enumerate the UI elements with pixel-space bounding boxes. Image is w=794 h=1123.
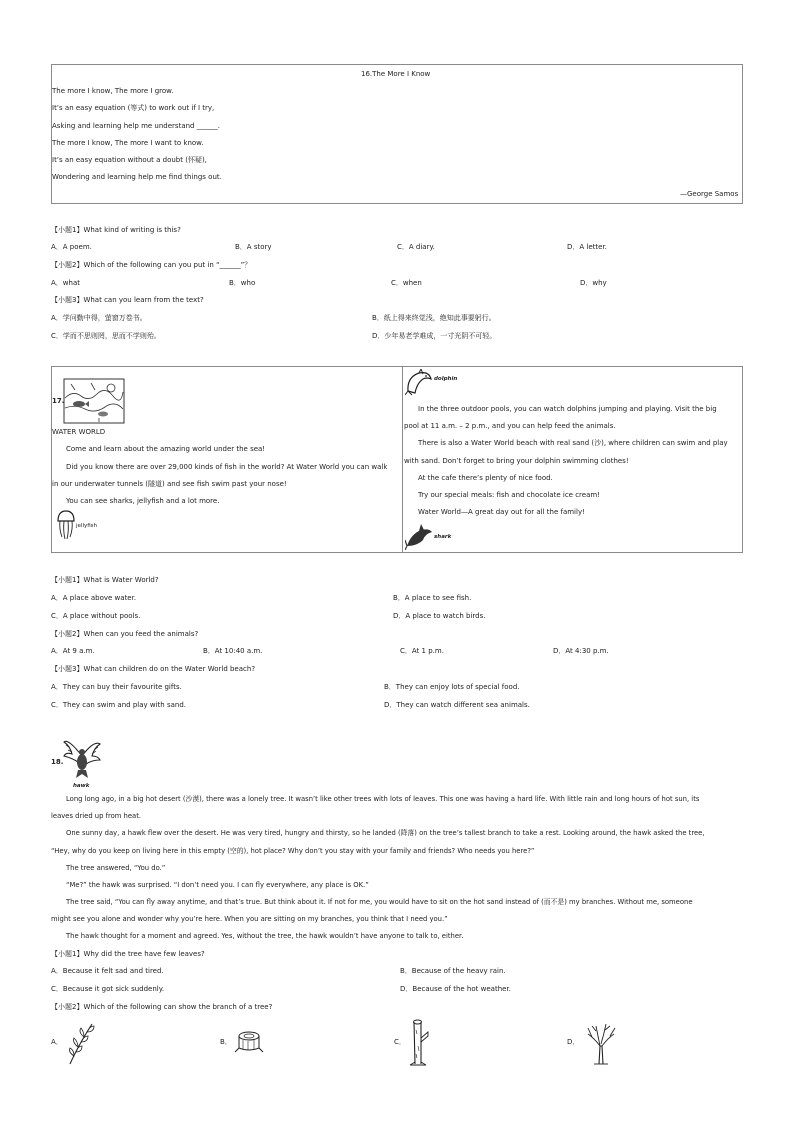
dolphin-caption: dolphin	[434, 376, 458, 382]
passage-line: pool at 11 a.m. – 2 p.m., and you can help feed the animals.	[404, 422, 616, 430]
option-b[interactable]: B．who	[229, 279, 256, 287]
poem-line: Asking and learning help me understand ______.	[52, 122, 220, 130]
poem-line: The more I know, The more I grow.	[52, 87, 174, 95]
hawk-image	[62, 736, 102, 782]
passage-line: might see you alone and wonder why you’re here. When you are sitting on my branches, you think that I need you.”	[51, 915, 448, 923]
passage-line: The hawk thought for a moment and agreed. Yes, without the tree, the hawk wouldn’t have anyone to talk to, either.	[66, 932, 464, 940]
option-c[interactable]: C．At 1 p.m.	[400, 647, 444, 655]
option-d[interactable]: D．At 4:30 p.m.	[553, 647, 609, 655]
passage-line: At the cafe there’s plenty of nice food.	[418, 474, 553, 482]
leafy-branch-image[interactable]	[64, 1020, 98, 1066]
dolphin-image	[405, 369, 433, 397]
option-b[interactable]: B．They can enjoy lots of special food.	[384, 683, 520, 691]
poem-line: It’s an easy equation without a doubt (怀疑),	[52, 156, 207, 164]
option-c[interactable]: C．They can swim and play with sand.	[51, 701, 186, 709]
passage-line: The tree answered, “You do.”	[66, 864, 166, 872]
passage-line: “Hey, why do you keep on living here in this empty (空的), hot place? Why don’t you stay with your family and friends? Who needs you here?”	[51, 847, 535, 855]
option-b[interactable]: B．	[220, 1038, 232, 1046]
tree-stump-image[interactable]	[234, 1030, 264, 1054]
option-a[interactable]: A．They can buy their favourite gifts.	[51, 683, 182, 691]
passage-line: In the three outdoor pools, you can watch dolphins jumping and playing. Visit the big	[418, 405, 717, 413]
poem-line: Wondering and learning help me find things out.	[52, 173, 222, 181]
passage-line: “Me?” the hawk was surprised. “I don’t need you. I can fly everywhere, any place is OK.”	[66, 881, 369, 889]
passage-line: leaves dried up from heat.	[51, 812, 142, 820]
option-c[interactable]: C．学而不思则罔，思而不学则殆。	[51, 332, 161, 340]
passage-18-number: 18.	[51, 758, 64, 766]
poem-line: The more I know, The more I want to know.	[52, 139, 204, 147]
option-b[interactable]: B．At 10:40 a.m.	[203, 647, 263, 655]
option-b[interactable]: B．A story	[235, 243, 272, 251]
option-b[interactable]: B．纸上得来终觉浅，绝知此事要躬行。	[372, 314, 496, 322]
passage-line: Did you know there are over 29,000 kinds of fish in the world? At Water World you can walk	[66, 463, 388, 471]
passage-line: with sand. Don’t forget to bring your dolphin swimming clothes!	[404, 457, 629, 465]
jellyfish-image	[56, 509, 76, 541]
bare-tree-image[interactable]	[584, 1022, 618, 1066]
option-a[interactable]: A．	[51, 1038, 63, 1046]
passage-17-heading: WATER WORLD	[52, 428, 106, 436]
passage-16-box	[51, 64, 743, 204]
option-a[interactable]: A．A poem.	[51, 243, 92, 251]
passage-line: There is also a Water World beach with real sand (沙), where children can swim and play	[418, 439, 728, 447]
option-d[interactable]: D．A letter.	[567, 243, 607, 251]
passage-17-box	[51, 366, 743, 553]
jellyfish-caption: jellyfish	[76, 523, 98, 529]
question-stem: 【小题2】Which of the following can show the branch of a tree?	[51, 1003, 273, 1011]
option-a[interactable]: A．At 9 a.m.	[51, 647, 95, 655]
option-a[interactable]: A．what	[51, 279, 80, 287]
option-a[interactable]: A．A place above water.	[51, 594, 137, 602]
option-c[interactable]: C．	[394, 1038, 406, 1046]
shark-caption: shark	[434, 534, 452, 540]
option-d[interactable]: D．why	[580, 279, 607, 287]
question-stem: 【小题1】What is Water World?	[51, 576, 159, 584]
question-stem: 【小题1】Why did the tree have few leaves?	[51, 950, 205, 958]
option-a[interactable]: A．Because it felt sad and tired.	[51, 967, 164, 975]
option-b[interactable]: B．Because of the heavy rain.	[400, 967, 506, 975]
passage-line: Water World—A great day out for all the family!	[418, 508, 585, 516]
hawk-caption: hawk	[73, 783, 90, 789]
passage-line: Come and learn about the amazing world under the sea!	[66, 445, 266, 453]
option-d[interactable]: D．They can watch different sea animals.	[384, 701, 530, 709]
option-d[interactable]: D．Because of the hot weather.	[400, 985, 511, 993]
option-d[interactable]: D．	[567, 1038, 580, 1046]
question-stem: 【小题3】What can you learn from the text?	[51, 296, 204, 304]
passage-17-number: 17.	[52, 397, 65, 405]
passage-line: One sunny day, a hawk flew over the desert. He was very tired, hungry and thirsty, so he landed (降落) on the tree’s tallest branch to take a rest. Looking around, the hawk asked the tree,	[66, 829, 705, 837]
option-c[interactable]: C．Because it got sick suddenly.	[51, 985, 165, 993]
poem-line: It’s an easy equation (等式) to work out if I try,	[52, 104, 215, 112]
option-c[interactable]: C．when	[391, 279, 422, 287]
option-c[interactable]: C．A diary.	[397, 243, 435, 251]
option-a[interactable]: A．学问勤中得，萤窗万卷书。	[51, 314, 147, 322]
option-d[interactable]: D．少年易老学难成，一寸光阴不可轻。	[372, 332, 497, 340]
column-divider	[402, 366, 403, 553]
water-world-image	[63, 378, 125, 424]
question-stem: 【小题3】What can children do on the Water World beach?	[51, 665, 256, 673]
passage-16-title: 16.The More I Know	[361, 70, 431, 78]
tree-trunk-image[interactable]	[406, 1018, 430, 1068]
passage-line: You can see sharks, jellyfish and a lot more.	[66, 497, 220, 505]
question-stem: 【小题1】What kind of writing is this?	[51, 226, 181, 234]
passage-line: Try our special meals: fish and chocolate ice cream!	[418, 491, 600, 499]
option-d[interactable]: D．A place to watch birds.	[393, 612, 486, 620]
option-b[interactable]: B．A place to see fish.	[393, 594, 472, 602]
option-c[interactable]: C．A place without pools.	[51, 612, 141, 620]
question-stem: 【小题2】Which of the following can you put in “______”？	[51, 261, 252, 269]
passage-line: Long long ago, in a big hot desert (沙漠), there was a lonely tree. It wasn’t like other trees with lots of leaves. This one was having a hard life. With little rain and long hours of hot sun, its	[66, 795, 700, 803]
passage-line: The tree said, “You can fly away anytime, and that’s true. But think about it. If not for me, you would have to sit on the hot sand instead of (而不是) my branches. Without me, someone	[66, 898, 693, 906]
poem-author: —George Samos	[680, 190, 739, 198]
passage-line: in our underwater tunnels (隧道) and see fish swim past your nose!	[52, 480, 287, 488]
shark-image	[405, 522, 433, 550]
question-stem: 【小题2】When can you feed the animals?	[51, 630, 199, 638]
